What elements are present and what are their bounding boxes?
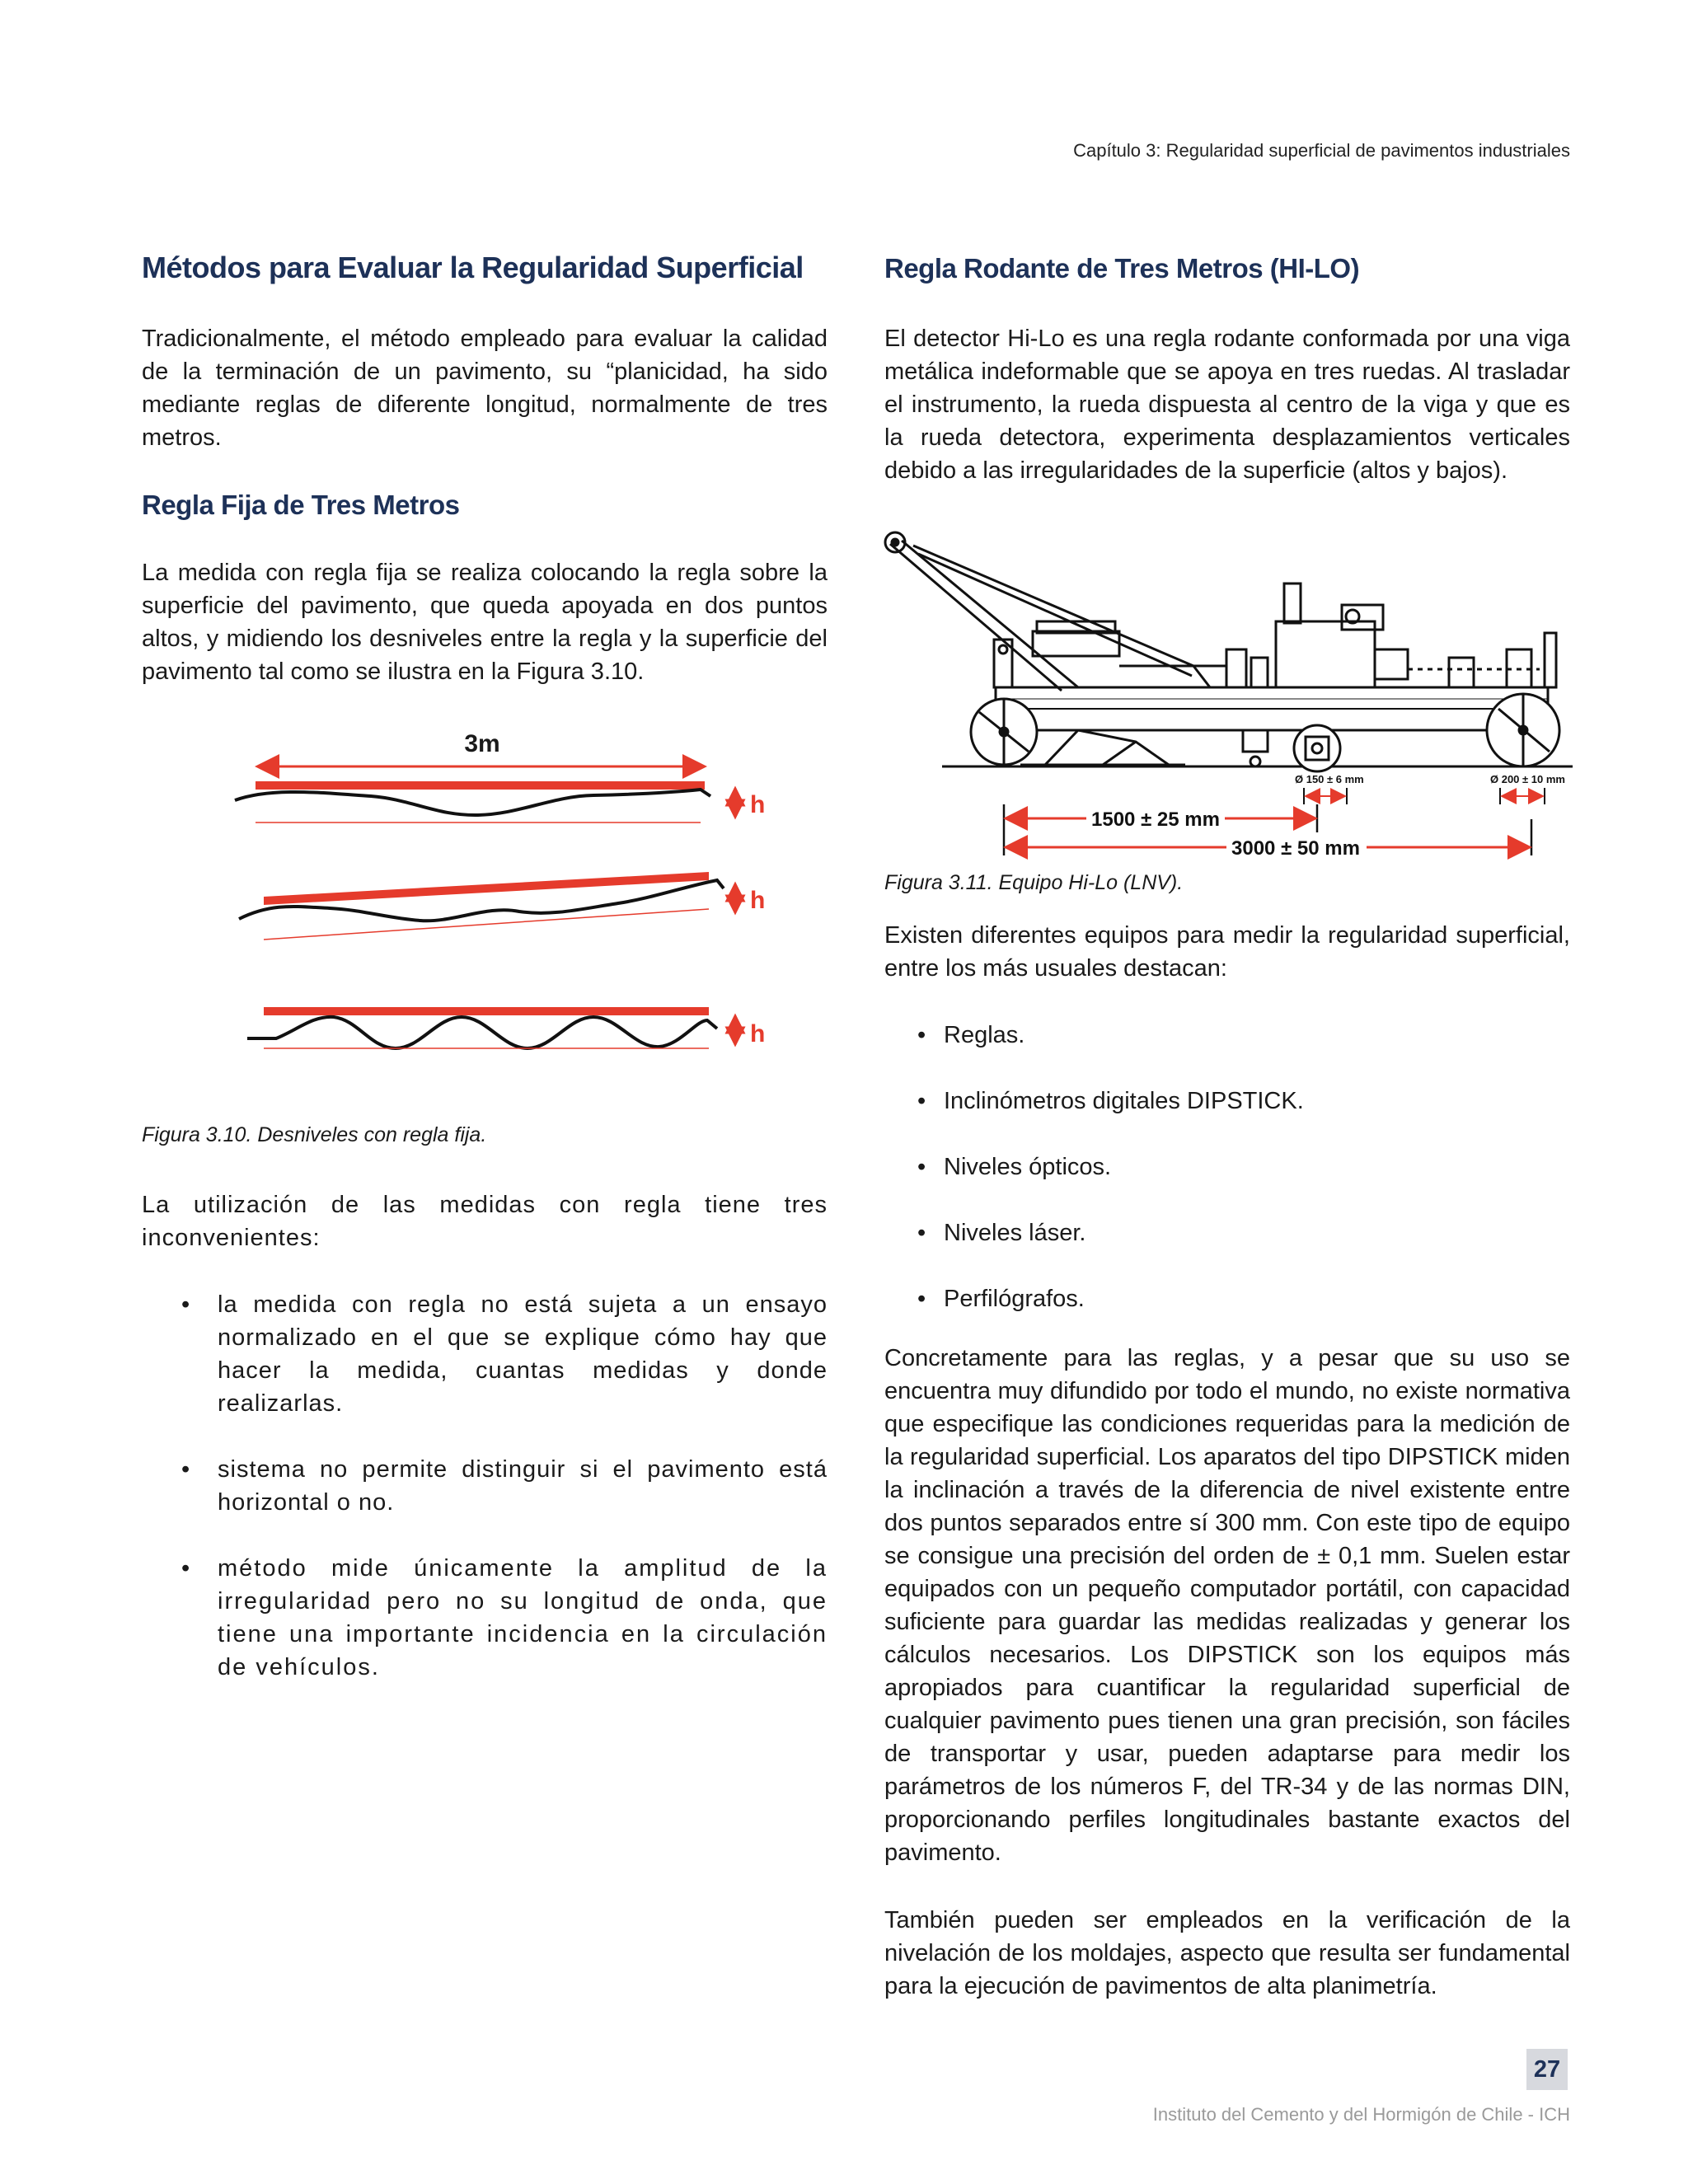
figure-3-10-caption: Figura 3.10. Desniveles con regla fija. [142, 1123, 487, 1146]
list-item: • método mide únicamente la amplitud de la irregularidad pero no su longitud de onda, que tiene una importante incidencia en la circulación de vehículos. [181, 1555, 828, 1680]
inconvenientes-intro: La utilización de las medidas con regla tiene tres inconvenientes: [142, 1192, 828, 1251]
end-wheel-diameter: Ø 200 ± 10 mm [1490, 773, 1565, 785]
case-wavy-surface [247, 1007, 765, 1048]
dipstick-paragraph: Concretamente para las reglas, y a pesar que su uso se encuentra muy difundido por todo el mundo, no existe normativa que especifique las condiciones requeridas para la medición de la regularidad superficial. Los aparatos del tipo DIPSTICK miden la inclinación a través de la diferencia de nivel existente entre dos puntos separados entre sí 300 mm. Con este tipo de equipo se consigue una precisión del orden de ± 0,1 mm. Suelen estar equipados con un pequeño computador portátil, con capacidad suficiente para guardar las medidas realizadas y generar los cálculos necesarios. Los DIPSTICK son los equipos más apropiados para cuantificar la regularidad superficial de cualquier pavimento pues tienen una gran precisión, son fáciles de transportar y usar, pueden adaptarse para medir los parámetros de los números F, del TR-34 y de las normas DIN, proporcionando perfiles longitudinales bastante exactos del pavimento. [884, 1345, 1570, 1866]
equipos-list [884, 1019, 1570, 1348]
svg-text:h: h [750, 887, 766, 914]
hilo-intro-paragraph: El detector Hi-Lo es una regla rodante conformada por una viga metálica indeformable que se apoya en tres ruedas. Al trasladar el instrumento, la rueda dispuesta al centro de la viga y que es la rueda detectora, experimenta desplazamientos verticales debido a las irregularidades de la superficie (altos y bajos). [884, 326, 1570, 484]
list-item: • sistema no permite distinguir si el pavimento está horizontal o no. [181, 1456, 828, 1516]
subheading-regla-fija: Regla Fija de Tres Metros [142, 490, 460, 520]
detector-wheel-diameter: Ø 150 ± 6 mm [1295, 773, 1364, 785]
hilo-machine-drawing [885, 532, 1573, 771]
figure-regla-fija [223, 717, 799, 1071]
footer-institution: Instituto del Cemento y del Hormigón de Chile - ICH [1152, 2104, 1570, 2125]
list-item: • la medida con regla no está sujeta a un ensayo normalizado en el que se explique cómo hay que hacer la medida, cuantas medidas y donde realizarlas. [181, 1291, 828, 1417]
equipos-intro: Existen diferentes equipos para medir la regularidad superficial, entre los más usuales destacan: [884, 922, 1570, 982]
section-heading-metodos: Métodos para Evaluar la Regularidad Superficial [142, 251, 804, 284]
regla-fija-paragraph: La medida con regla fija se realiza colocando la regla sobre la superficie del pavimento, que queda apoyada en dos puntos altos, y midiendo los desniveles entre la regla y la superficie del pavimento tal como se ilustra en la Figura 3.10. [142, 560, 828, 685]
list-item: • Inclinómetros digitales DIPSTICK. [917, 1088, 1304, 1114]
list-item: • Perfilógrafos. [917, 1286, 1085, 1312]
ruler-length-label: 3m [464, 730, 500, 757]
svg-text:h: h [750, 1020, 766, 1047]
page-number: 27 [1526, 2049, 1568, 2090]
svg-text:h: h [750, 791, 766, 818]
figure-3-11-caption: Figura 3.11. Equipo Hi-Lo (LNV). [884, 871, 1184, 894]
running-header: Capítulo 3: Regularidad superficial de pavimentos industriales [1073, 140, 1570, 161]
half-length-label: 1500 ± 25 mm [1091, 808, 1220, 831]
intro-paragraph: Tradicionalmente, el método empleado para evaluar la calidad de la terminación de un pavimento, su “planicidad, ha sido mediante reglas de diferente longitud, normalmente de tres metros. [142, 326, 828, 451]
case-tilted-ruler [239, 872, 765, 940]
full-length-label: 3000 ± 50 mm [1231, 837, 1360, 860]
list-item: • Niveles láser. [917, 1220, 1086, 1246]
case-flat-ruler [235, 781, 765, 823]
figure-hilo-equipment [880, 526, 1581, 864]
moldajes-paragraph: También pueden ser empleados en la verificación de la nivelación de los moldajes, aspecto que resulta ser fundamental para la ejecución de pavimentos de alta planimetría. [884, 1907, 1570, 1999]
inconvenientes-list [142, 1288, 828, 1717]
section-heading-hilo: Regla Rodante de Tres Metros (HI-LO) [884, 253, 1360, 284]
list-item: • Reglas. [917, 1022, 1025, 1048]
list-item: • Niveles ópticos. [917, 1154, 1112, 1180]
